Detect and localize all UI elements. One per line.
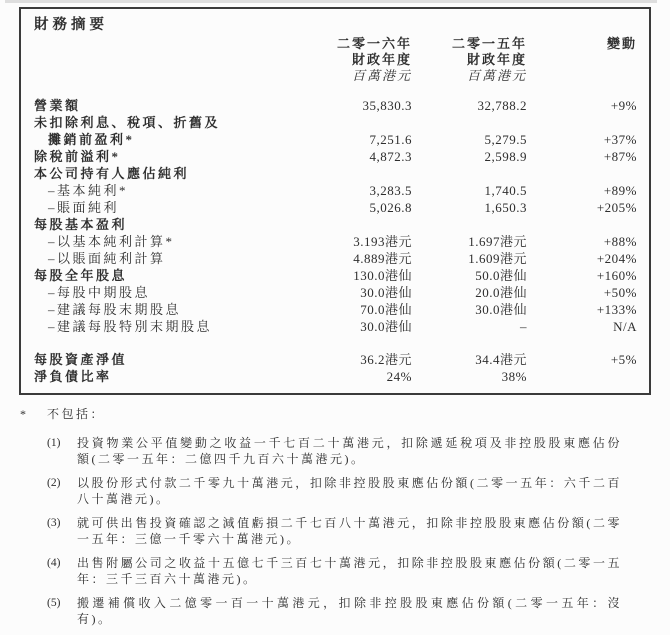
table-row-eps-header <box>34 216 637 233</box>
row-label <box>34 114 300 148</box>
fy2016-year-label: 二零一六年 <box>336 36 412 51</box>
change-value <box>527 368 637 385</box>
financial-summary-box <box>19 7 651 395</box>
footnote-number: (1) <box>47 437 61 449</box>
change-value: N/A <box>613 319 637 334</box>
change-value: +89% <box>603 183 637 198</box>
value-fy2015: 1,650.3 <box>484 200 527 215</box>
footnote-text: 就可供出售投資確認之減值虧損二千七百八十萬港元，扣除非控股股東應佔份額(二零一五年：三億一千零六十萬港元)。 <box>77 516 622 546</box>
value-fy2016: 30.0港仙 <box>360 285 412 300</box>
table-row-eps-reported <box>34 250 637 267</box>
table-row-net-gearing <box>34 368 637 385</box>
page-title: 財務摘要 <box>34 17 108 33</box>
footnote-text: 搬遷補償收入二億零一百一十萬港元，扣除非控股股東應佔份額(二零一五年：沒有)。 <box>77 596 622 626</box>
table-row-final-dividend <box>34 301 637 318</box>
change-value: +87% <box>603 149 637 164</box>
value-fy2015: 1,740.5 <box>484 183 527 198</box>
row-label: 營業額 <box>34 98 81 113</box>
footnote-item-3 <box>20 515 652 547</box>
table-row-turnover <box>34 97 637 114</box>
value-fy2016: 5,026.8 <box>369 200 412 215</box>
row-label: –以基本純利計算* <box>48 234 175 249</box>
header-label-spacer <box>34 36 300 97</box>
footnote-item-4 <box>20 555 652 587</box>
value-fy2016: 30.0港仙 <box>360 319 412 334</box>
value-fy2015: 1.609港元 <box>468 251 527 266</box>
table-row-full-year-dividend <box>34 267 637 284</box>
change-value: +160% <box>596 268 637 283</box>
change-value: +50% <box>603 285 637 300</box>
scan-artifact-line <box>5 0 657 3</box>
value-fy2015: 20.0港仙 <box>475 285 527 300</box>
fy2015-period-label: 財政年度 <box>466 52 527 67</box>
value-fy2015: 38% <box>501 369 527 384</box>
value-fy2016: 7,251.6 <box>369 132 412 147</box>
value-fy2016: 35,830.3 <box>362 98 412 113</box>
row-label-line2: 攤銷前盈利* <box>48 132 135 147</box>
footnote-number: (2) <box>47 477 61 489</box>
value-fy2015: 50.0港仙 <box>475 268 527 283</box>
value-fy2016: 3.193港元 <box>353 234 412 249</box>
table-row-eps-underlying <box>34 233 637 250</box>
change-value: +37% <box>603 132 637 147</box>
value-fy2016: 24% <box>386 369 412 384</box>
column-header-change <box>527 36 637 97</box>
value-fy2015: 34.4港元 <box>475 352 527 367</box>
change-value <box>527 216 637 233</box>
row-label: –建議每股特別末期股息 <box>48 319 213 334</box>
row-label: 每股資產淨值 <box>34 352 128 367</box>
value-fy2015: – <box>520 319 527 334</box>
value-fy2016: 4.889港元 <box>353 251 412 266</box>
row-label: –每股中期股息 <box>48 285 151 300</box>
row-label: –基本純利* <box>48 183 129 198</box>
footnote-number: (5) <box>47 597 61 609</box>
footnote-intro-text: 不包括： <box>47 407 106 421</box>
financial-summary-table <box>34 36 637 385</box>
footnote-item-1 <box>20 435 652 467</box>
value-fy2015 <box>412 165 527 182</box>
fy2016-unit-label: 百萬港元 <box>351 68 412 83</box>
row-label: 淨負債比率 <box>34 369 112 384</box>
value-fy2016: 36.2港元 <box>360 352 412 367</box>
row-label: 除稅前溢利* <box>34 149 121 164</box>
footnote-item-2 <box>20 475 652 507</box>
change-value: +5% <box>610 352 637 367</box>
change-value: +9% <box>610 98 637 113</box>
table-row-interim-dividend <box>34 284 637 301</box>
row-label: 本公司持有人應佔純利 <box>34 166 190 181</box>
asterisk-marker: * <box>20 407 26 421</box>
table-row-ebitda <box>34 114 637 148</box>
row-label: 每股基本盈利 <box>34 217 128 232</box>
table-row-pretax-profit <box>34 148 637 165</box>
change-value: +205% <box>596 200 637 215</box>
footnote-text: 投資物業公平值變動之收益一千七百二十萬港元，扣除遞延稅項及非控股股東應佔份額(二零一五年：二億四千九百六十萬港元)。 <box>77 436 622 466</box>
value-fy2015 <box>412 216 527 233</box>
footnotes-section <box>20 406 652 635</box>
fy2016-period-label: 財政年度 <box>351 52 412 67</box>
column-header-fy2016 <box>300 36 412 97</box>
value-fy2016: 70.0港仙 <box>360 302 412 317</box>
value-fy2015: 32,788.2 <box>477 98 527 113</box>
value-fy2015: 30.0港仙 <box>475 302 527 317</box>
change-value: +88% <box>603 234 637 249</box>
column-header-fy2015 <box>412 36 527 97</box>
value-fy2016: 130.0港仙 <box>353 268 412 283</box>
value-fy2016 <box>300 165 412 182</box>
table-row-profit-attributable-header <box>34 165 637 182</box>
value-fy2016: 3,283.5 <box>369 183 412 198</box>
row-label: –賬面純利 <box>48 200 120 215</box>
row-label-line1: 未扣除利息、稅項、折舊及 <box>34 115 221 130</box>
value-fy2015: 1.697港元 <box>468 234 527 249</box>
row-label: 每股全年股息 <box>34 268 128 283</box>
fy2015-year-label: 二零一五年 <box>451 36 527 51</box>
table-row-underlying-profit <box>34 182 637 199</box>
table-spacer-row <box>34 335 637 351</box>
table-header-row <box>34 36 637 97</box>
footnote-number: (3) <box>47 517 61 529</box>
footnote-text: 出售附屬公司之收益十五億七千三百七十萬港元，扣除非控股股東應佔份額(二零一五年：三千三百六十萬港元)。 <box>77 556 622 586</box>
value-fy2016 <box>300 216 412 233</box>
change-value: +133% <box>596 302 637 317</box>
table-row-nav-per-share <box>34 351 637 368</box>
footnote-number: (4) <box>47 557 61 569</box>
change-value: +204% <box>596 251 637 266</box>
change-label: 變動 <box>606 36 637 51</box>
table-row-special-final-dividend <box>34 318 637 335</box>
value-fy2015: 2,598.9 <box>484 149 527 164</box>
footnote-intro <box>20 406 652 422</box>
value-fy2015: 5,279.5 <box>484 132 527 147</box>
footnote-text: 以股份形式付款二千零九十萬港元，扣除非控股股東應佔份額(二零一五年：六千二百八十萬港元)。 <box>77 476 622 506</box>
table-row-reported-profit <box>34 199 637 216</box>
fy2015-unit-label: 百萬港元 <box>466 68 527 83</box>
row-label: –以賬面純利計算 <box>48 251 166 266</box>
row-label: –建議每股末期股息 <box>48 302 182 317</box>
change-value <box>527 165 637 182</box>
footnote-item-5 <box>20 595 652 627</box>
value-fy2016: 4,872.3 <box>369 149 412 164</box>
